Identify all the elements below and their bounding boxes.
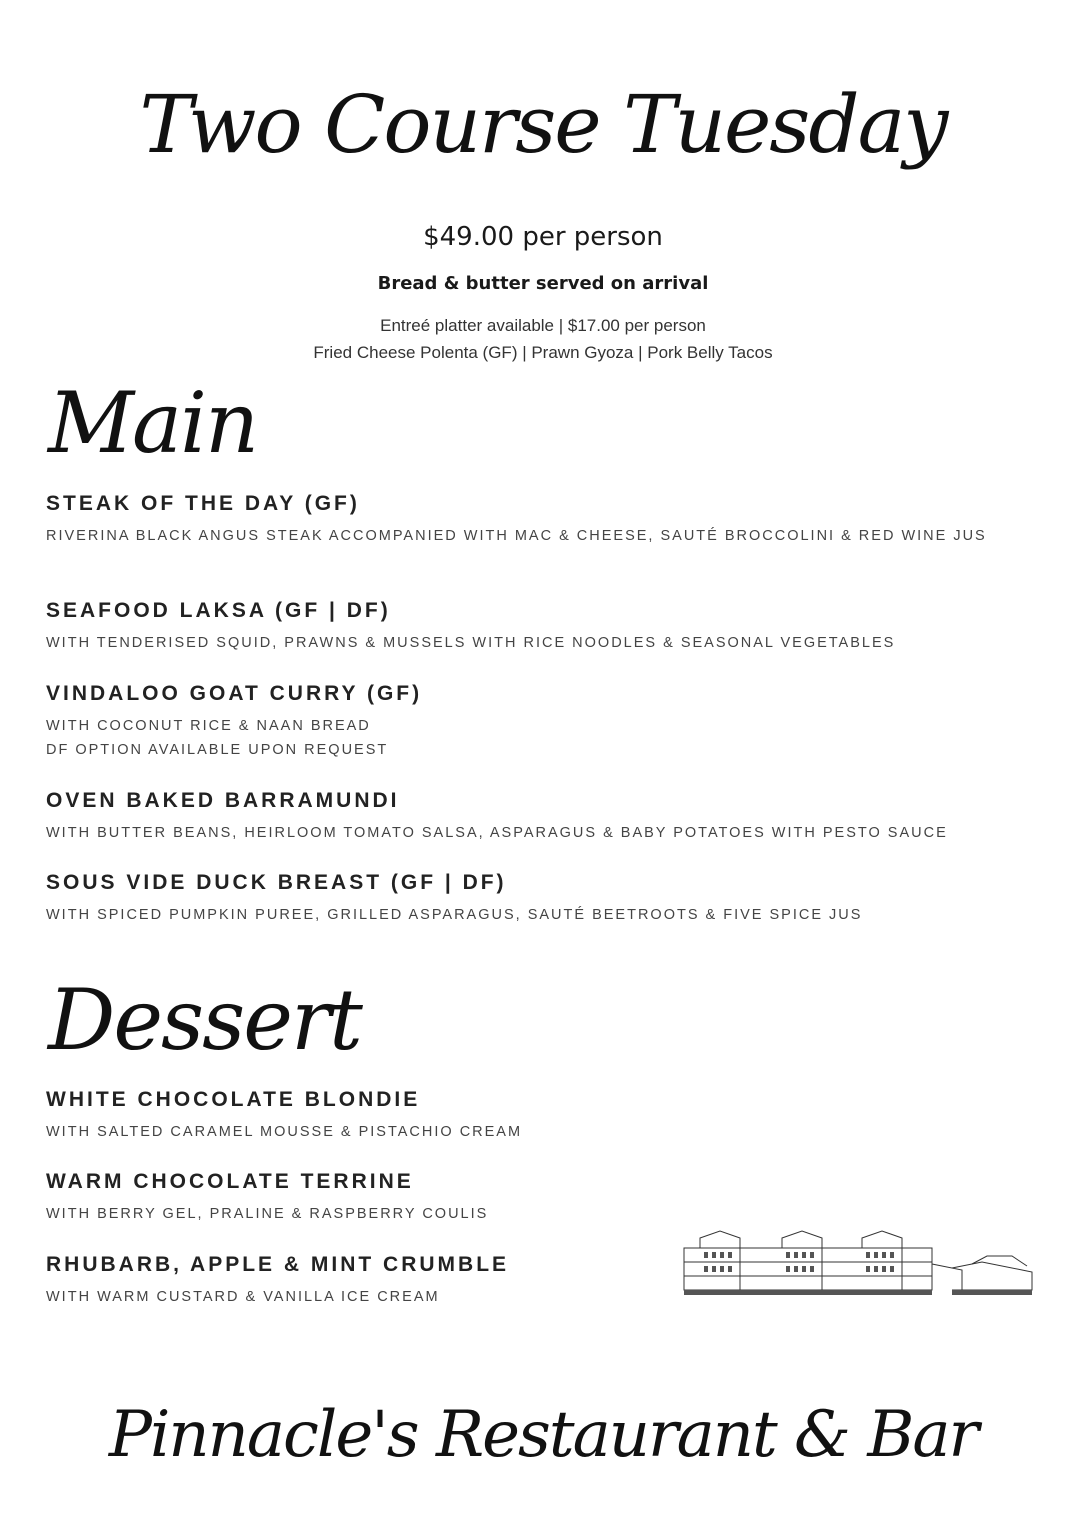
restaurant-name: Pinnacle's Restaurant & Bar <box>108 1398 978 1472</box>
item-name: SOUS VIDE DUCK BREAST (GF | DF) <box>46 871 507 894</box>
item-note: DF OPTION AVAILABLE UPON REQUEST <box>46 742 389 758</box>
item-desc: RIVERINA BLACK ANGUS STEAK ACCOMPANIED WITH MAC & CHEESE, SAUTÉ BROCCOLINI & RED WINE JUS <box>46 528 987 544</box>
menu-item <box>46 1086 1066 1144</box>
item-desc: WITH TENDERISED SQUID, PRAWNS & MUSSELS WITH RICE NOODLES & SEASONAL VEGETABLES <box>46 635 896 651</box>
bread-note: Bread & butter served on arrival <box>377 273 709 294</box>
section-title-main: Main <box>48 374 258 472</box>
menu-item <box>46 1168 1066 1226</box>
item-name: WARM CHOCOLATE TERRINE <box>46 1170 414 1193</box>
entree-price: Entreé platter available | $17.00 per person <box>380 316 706 335</box>
menu-item <box>46 490 1066 548</box>
item-desc: WITH BERRY GEL, PRALINE & RASPBERRY COULIS <box>46 1206 489 1222</box>
item-name: OVEN BAKED BARRAMUNDI <box>46 789 400 812</box>
menu-item <box>46 597 1066 655</box>
price: $49.00 per person <box>423 222 663 252</box>
item-name: RHUBARB, APPLE & MINT CRUMBLE <box>46 1253 510 1276</box>
item-name: SEAFOOD LAKSA (GF | DF) <box>46 599 391 622</box>
item-desc: WITH COCONUT RICE & NAAN BREAD <box>46 718 371 734</box>
entree-items: Fried Cheese Polenta (GF) | Prawn Gyoza | Pork Belly Tacos <box>313 343 773 362</box>
item-desc: WITH SPICED PUMPKIN PUREE, GRILLED ASPARAGUS, SAUTÉ BEETROOTS & FIVE SPICE JUS <box>46 907 863 923</box>
entree-info <box>0 312 1086 366</box>
building-illustration <box>682 1228 1042 1300</box>
menu-item <box>46 787 1066 845</box>
item-desc: WITH SALTED CARAMEL MOUSSE & PISTACHIO CREAM <box>46 1124 523 1140</box>
menu-item <box>46 680 1066 762</box>
section-title-dessert: Dessert <box>48 971 361 1069</box>
menu-title: Two Course Tuesday <box>139 78 947 171</box>
item-name: STEAK OF THE DAY (GF) <box>46 492 360 515</box>
item-name: VINDALOO GOAT CURRY (GF) <box>46 682 423 705</box>
item-desc: WITH BUTTER BEANS, HEIRLOOM TOMATO SALSA, ASPARAGUS & BABY POTATOES WITH PESTO SAUCE <box>46 825 948 841</box>
item-desc: WITH WARM CUSTARD & VANILLA ICE CREAM <box>46 1289 440 1305</box>
item-name: WHITE CHOCOLATE BLONDIE <box>46 1088 421 1111</box>
menu-item <box>46 1251 666 1309</box>
menu-item <box>46 869 1066 927</box>
